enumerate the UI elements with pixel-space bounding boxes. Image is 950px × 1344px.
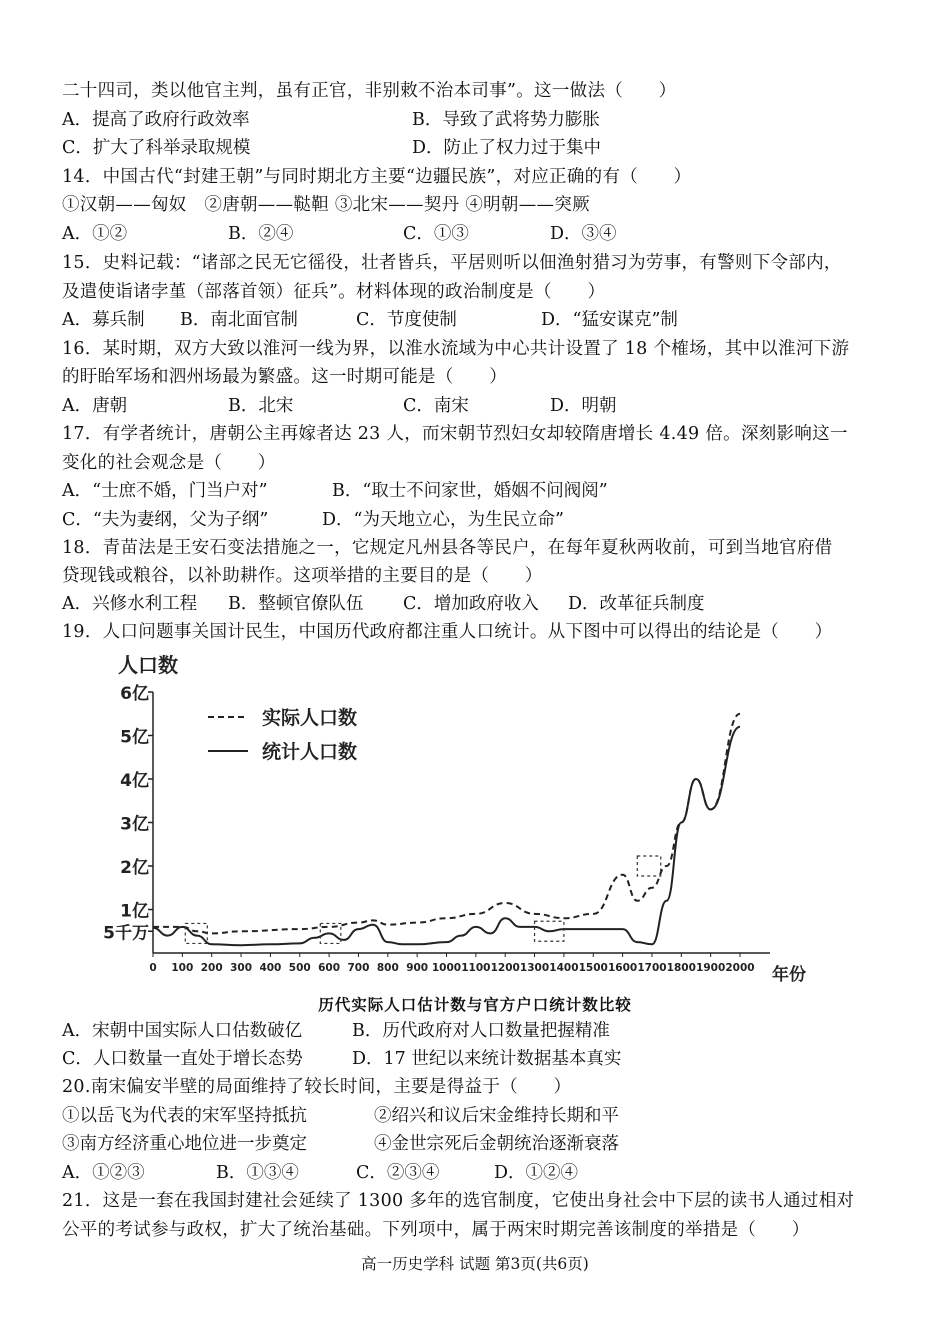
q13-option-a: A．提高了政府行政效率 xyxy=(62,110,250,130)
q18-option-a: A．兴修水利工程 xyxy=(62,594,198,614)
q16-option-d: D．明朝 xyxy=(550,396,617,416)
q18-stem-line-2: 贷现钱或粮谷，以补助耕作。这项举措的主要目的是（ ） xyxy=(62,566,543,586)
q21-stem-line-1: 21．这是一套在我国封建社会延续了 1300 多年的选官制度，它使出身社会中下层的读书人通过相对 xyxy=(62,1191,855,1211)
x-axis-ticks xyxy=(149,953,754,974)
y-tick-label: 3亿 xyxy=(120,814,149,835)
y-tick-label: 2亿 xyxy=(120,858,149,878)
x-tick-label: 1400 xyxy=(549,962,579,974)
q13-option-b: B．导致了武将势力膨胀 xyxy=(412,110,600,130)
q17-option-a: A．“士庶不婚，门当户对” xyxy=(62,481,268,501)
x-tick-label: 100 xyxy=(171,962,194,974)
x-axis-title: 年份 xyxy=(772,965,806,985)
q18-option-b: B．整顿官僚队伍 xyxy=(228,594,364,614)
x-tick-label: 200 xyxy=(200,962,223,974)
q17-stem-line-1: 17．有学者统计，唐朝公主再嫁者达 23 人，而宋朝节烈妇女却较隋唐增长 4.49 倍。深刻影响这一 xyxy=(62,424,848,444)
y-tick-label: 4亿 xyxy=(120,771,149,791)
q18-stem-line-1: 18．青苗法是王安石变法措施之一，它规定凡州县各等民户，在每年夏秋两收前，可到当地官府借 xyxy=(62,538,833,558)
x-tick-label: 400 xyxy=(259,962,282,974)
x-tick-label: 0 xyxy=(149,962,157,974)
x-tick-label: 1300 xyxy=(519,962,550,974)
legend-label-actual: 实际人口数 xyxy=(262,707,358,729)
q19-option-b: B．历代政府对人口数量把握精准 xyxy=(352,1021,610,1041)
q20-item-3: ③南方经济重心地位进一步奠定 xyxy=(62,1134,307,1154)
chart-legend xyxy=(208,706,357,763)
q15-stem-line-1: 15．史料记载：“诸部之民无它徭役，壮者皆兵，平居则听以佃渔射猎习为劳事，有警则下令部内， xyxy=(62,253,842,273)
q20-stem: 20.南宋偏安半壁的局面维持了较长时间，主要是得益于（ ） xyxy=(62,1077,572,1097)
population-chart xyxy=(80,650,870,985)
q15-option-a: A．募兵制 xyxy=(62,310,145,330)
x-tick-label: 1200 xyxy=(490,962,520,974)
x-tick-label: 700 xyxy=(347,962,370,974)
y-tick-label: 6亿 xyxy=(120,684,149,704)
q20-item-1: ①以岳飞为代表的宋军坚持抵抗 xyxy=(62,1106,307,1126)
q14-option-d: D．③④ xyxy=(550,224,617,244)
series-statistical-population-line xyxy=(153,727,740,945)
legend-label-statistical: 统计人口数 xyxy=(262,741,358,763)
q15-option-b: B．南北面官制 xyxy=(180,310,298,330)
q16-option-b: B．北宋 xyxy=(228,396,294,416)
q15-stem-line-2: 及遣使诣诸孛堇（部落首领）征兵”。材料体现的政治制度是（ ） xyxy=(62,282,606,302)
q20-option-b: B．①③④ xyxy=(216,1163,299,1183)
chart-series xyxy=(153,714,740,945)
q18-option-d: D．改革征兵制度 xyxy=(568,594,705,614)
q20-option-c: C．②③④ xyxy=(356,1163,440,1183)
y-tick-label: 5亿 xyxy=(120,727,149,748)
series-actual-population-line xyxy=(153,714,740,934)
q20-item-2: ②绍兴和议后宋金维持长期和平 xyxy=(374,1106,619,1126)
y-tick-label: 1亿 xyxy=(120,901,149,922)
x-tick-label: 1100 xyxy=(461,962,491,974)
q19-stem: 19．人口问题事关国计民生，中国历代政府都注重人口统计。从下图中可以得出的结论是（ ） xyxy=(62,622,833,642)
q18-option-c: C．增加政府收入 xyxy=(403,594,539,614)
q15-option-c: C．节度使制 xyxy=(356,310,457,330)
y-axis-ticks xyxy=(103,683,153,943)
x-tick-label: 600 xyxy=(318,962,341,974)
chart-caption: 历代实际人口估计数与官方户口统计数比较 xyxy=(318,995,632,1014)
x-tick-label: 1900 xyxy=(696,962,726,974)
y-tick-label: 5千万 xyxy=(103,923,149,944)
q20-option-d: D．①②④ xyxy=(494,1163,579,1183)
q20-option-a: A．①②③ xyxy=(62,1163,145,1183)
x-tick-label: 1600 xyxy=(607,962,638,974)
q19-option-a: A．宋朝中国实际人口估数破亿 xyxy=(62,1021,303,1041)
q14-option-a: A．①② xyxy=(62,224,128,244)
q16-stem-line-1: 16．某时期，双方大致以淮河一线为界，以淮水流域为中心共计设置了 18 个榷场，其中以淮河下游 xyxy=(62,339,850,359)
q21-stem-line-2: 公平的考试参与政权，扩大了统治基础。下列项中，属于两宋时期完善该制度的举措是（ ） xyxy=(62,1220,810,1240)
x-tick-label: 1500 xyxy=(578,962,608,974)
x-tick-label: 300 xyxy=(230,962,253,974)
q14-items: ①汉朝——匈奴 ②唐朝——鞑靼 ③北宋——契丹 ④明朝——突厥 xyxy=(62,195,590,215)
x-tick-label: 1000 xyxy=(431,962,462,974)
x-tick-label: 1700 xyxy=(637,962,667,974)
x-tick-label: 800 xyxy=(376,962,399,974)
x-tick-label: 1800 xyxy=(666,962,696,974)
q13-option-d: D．防止了权力过于集中 xyxy=(412,138,602,158)
q16-stem-line-2: 的盱眙军场和泗州场最为繁盛。这一时期可能是（ ） xyxy=(62,367,507,387)
q17-stem-line-2: 变化的社会观念是（ ） xyxy=(62,453,276,473)
q15-option-d: D．“猛安谋克”制 xyxy=(541,310,678,330)
q13-option-c: C．扩大了科举录取规模 xyxy=(62,138,251,158)
q17-option-d: D．“为天地立心，为生民立命” xyxy=(322,510,564,530)
x-tick-label: 2000 xyxy=(725,962,755,974)
q13-stem: 二十四司，类以他官主判，虽有正官，非别敕不治本司事”。这一做法（ ） xyxy=(62,81,677,101)
q19-option-c: C．人口数量一直处于增长态势 xyxy=(62,1049,303,1069)
q16-option-c: C．南宋 xyxy=(403,396,469,416)
q16-option-a: A．唐朝 xyxy=(62,396,128,416)
y-axis-title: 人口数 xyxy=(118,653,178,677)
page-footer: 高一历史学科 试题 第3页(共6页) xyxy=(361,1255,589,1273)
q19-option-d: D．17 世纪以来统计数据基本真实 xyxy=(352,1049,622,1069)
x-tick-label: 900 xyxy=(406,962,429,974)
q14-option-c: C．①③ xyxy=(403,224,469,244)
highlight-box xyxy=(637,856,660,876)
q17-option-c: C．“夫为妻纲，父为子纲” xyxy=(62,510,269,530)
q20-item-4: ④金世宗死后金朝统治逐渐衰落 xyxy=(374,1134,619,1154)
q14-option-b: B．②④ xyxy=(228,224,294,244)
q14-stem: 14．中国古代“封建王朝”与同时期北方主要“边疆民族”，对应正确的有（ ） xyxy=(62,167,692,187)
q17-option-b: B．“取士不问家世，婚姻不问阀阅” xyxy=(332,481,608,501)
x-tick-label: 500 xyxy=(288,962,311,974)
